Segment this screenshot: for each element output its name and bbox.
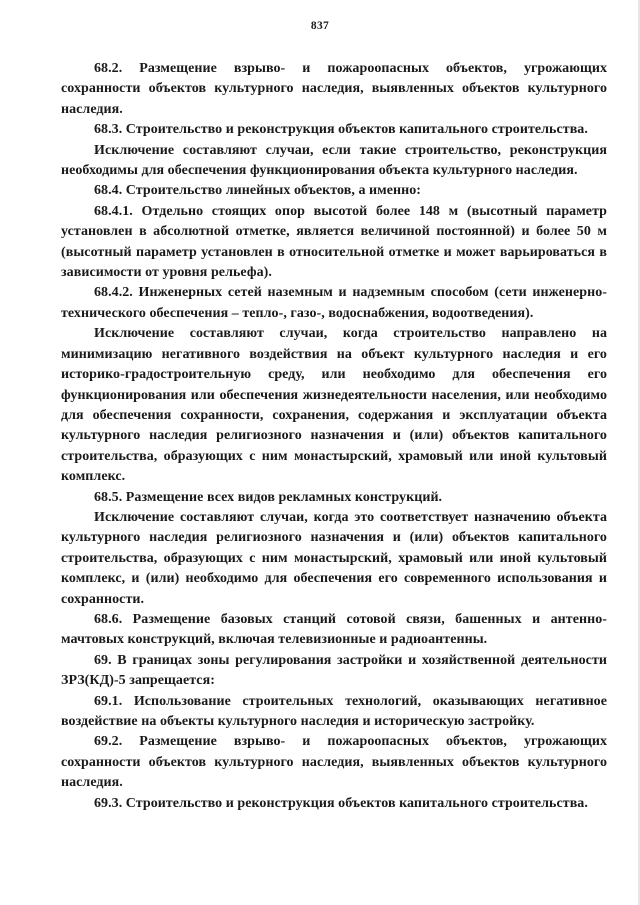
paragraph-68-6: 68.6. Размещение базовых станций сотовой связи, башенных и антенно-мачтовых конструкций, включая телевизионные и радиоантенны. bbox=[61, 611, 607, 648]
paragraph-69-2: 69.2. Размещение взрыво- и пожароопасных объектов, угрожающих сохранности объектов культурного наследия, выявленных объектов культурного наследия. bbox=[61, 734, 607, 791]
paragraph-68-2: 68.2. Размещение взрыво- и пожароопасных объектов, угрожающих сохранности объектов культурного наследия, выявленных объектов культурного наследия. bbox=[61, 61, 607, 117]
paragraph-69: 69. В границах зоны регулирования застройки и хозяйственной деятельности ЗРЗ(КД)-5 запрещается: bbox=[61, 652, 607, 689]
paragraph-68-3: 68.3. Строительство и реконструкция объектов капитального строительства. bbox=[94, 122, 588, 138]
paragraph-68-4: 68.4. Строительство линейных объектов, а именно: bbox=[94, 183, 422, 199]
paragraph-68-4-1: 68.4.1. Отдельно стоящих опор высотой более 148 м (высотный параметр установлен в абсолютной отметке, является величиной постоянной) и более 50 м (высотный параметр установлен в относительной отметке и может варьироваться в зависимости от уровня рельефа). bbox=[61, 203, 607, 281]
page-number: 837 bbox=[310, 20, 330, 32]
document-body bbox=[61, 59, 607, 814]
paragraph-69-1: 69.1. Использование строительных технологий, оказывающих негативное воздействие на объекты культурного наследия и историческую застройку. bbox=[61, 693, 607, 729]
paragraph-68-4-2: 68.4.2. Инженерных сетей наземным и надземным способом (сети инженерно-технического обеспечения – тепло-, газо-, водоснабжения, водоотведения). bbox=[61, 285, 607, 321]
paragraph-68-3-exception: Исключение составляют случаи, если такие строительство, реконструкция необходимы для обеспечения функционирования объекта культурного наследия. bbox=[61, 142, 607, 179]
paragraph-68-5-exception: Исключение составляют случаи, когда это соответствует назначению объекта культурного наследия религиозного назначения и (или) объектов капитального строительства, образующих с ним монастырский, храмовый или иной культовый комплекс, и (или) необходимо для обеспечения его современного использования и сохранности. bbox=[61, 509, 607, 607]
paragraph-68-5: 68.5. Размещение всех видов рекламных конструкций. bbox=[94, 489, 443, 505]
paragraph-69-3: 69.3. Строительство и реконструкция объектов капитального строительства. bbox=[94, 795, 588, 811]
paragraph-68-4-exception: Исключение составляют случаи, когда строительство направлено на минимизацию негативного воздействия на объект культурного наследия и его историко-градостроительную среду, или необходимо для обеспечения его функционирования или обеспечения жизнедеятельности населения, или необходимо для обеспечения сохранности, сохранения, содержания и эксплуатации объекта культурного наследия религиозного назначения и (или) объектов капитального строительства, образующих с ним монастырский, храмовый или иной культовый комплекс. bbox=[61, 326, 607, 485]
